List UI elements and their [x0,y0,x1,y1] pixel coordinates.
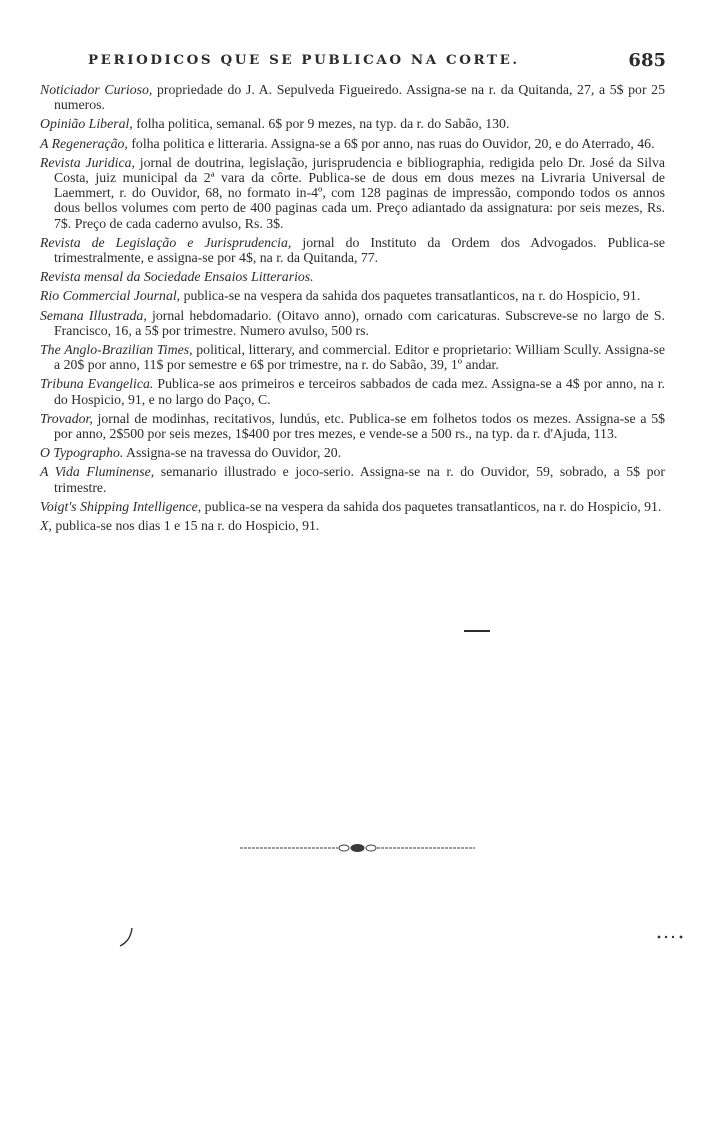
periodical-title: Rio Commercial Journal, [40,288,181,304]
list-item [40,116,665,131]
list-item [40,308,665,338]
periodical-description: folha politica, semanal. 6$ por 9 mezes, na typ. da r. do Sabão, 130. [132,116,510,132]
periodical-description: jornal hebdomadario. (Oitavo anno), ornado com caricaturas. Subscreve-se no largo de S. Francisco, 16, a 5$ por trimestre. Numero avulso, 500 rs. [54,307,665,338]
periodical-description: jornal de modinhas, recitativos, lundús, etc. Publica-se em folhetos todos os mezes. Assigna-se a 5$ por anno, 2$500 por seis mezes, 1$400 por tres mezes, e vende-se a 500 rs., na typ. da r. d'Ajuda, 113. [54,410,665,442]
page-header [88,50,666,74]
periodical-description: publica-se nos dias 1 e 15 na r. do Hospicio, 91. [51,518,320,534]
list-item [40,411,665,441]
list-item [40,288,665,303]
periodical-title: Semana Illustrada, [40,307,147,323]
periodical-title: Revista mensal da Sociedade Ensaios Litterarios. [40,269,314,285]
stray-dots-mark [656,934,686,940]
periodical-title: Revista de Legislação e Jurisprudencia, [40,234,292,250]
list-item [40,235,665,265]
list-item [40,518,665,533]
list-item [40,445,665,460]
periodical-title: The Anglo-Brazilian Times, [40,342,193,358]
ornamental-divider [240,842,475,854]
periodical-title: Trovador, [40,410,93,426]
list-item [40,269,665,284]
periodical-title: Noticiador Curioso, [40,82,153,97]
running-title: PERIODICOS QUE SE PUBLICAO NA CORTE. [88,52,520,68]
periodical-title: X, [40,518,52,534]
periodical-description: jornal de doutrina, legislação, jurisprudencia e bibliographia, redigida pelo Dr. José da Silva Costa, juiz municipal da 2ª vara da côrte. Publica-se de dous em dous mezes na Livraria Universal de Laemmert, r. do Ouvidor, 68, no formato in-4º, com 128 paginas de impressão, compondo todos os annos dous bellos volumes com perto de 400 paginas cada um. Preço adiantado da assignatura: por seis mezes, Rs. 7$. Preço de cada caderno avulso, Rs. 3$. [54,154,665,231]
periodical-description: propriedade do J. A. Sepulveda Figueiredo. Assigna-se na r. da Quitanda, 27, a 5$ por 25 numeros. [54,82,665,113]
list-item [40,82,665,112]
periodical-description: Assigna-se na travessa do Ouvidor, 20. [123,445,342,461]
stray-pen-mark [117,926,137,948]
periodical-description: jornal do Instituto da Ordem dos Advogados. Publica-se trimestralmente, e assigna-se por 4$, na r. da Quitanda, 77. [54,234,665,266]
periodical-description: semanario illustrado e joco-serio. Assigna-se na r. do Ouvidor, 59, sobrado, a 5$ por trimestre. [54,464,665,495]
end-dash [464,630,490,632]
periodical-title: Voigt's Shipping Intelligence, [40,498,202,514]
periodical-description: publica-se na vespera da sahida dos paquetes transatlanticos, na r. do Hospicio, 91. [180,288,641,304]
list-item [40,342,665,372]
list-item [40,499,665,514]
periodical-description: publica-se na vespera da sahida dos paquetes transatlanticos, na r. do Hospicio, 91. [201,498,662,514]
periodical-title: Opinião Liberal, [40,116,133,132]
periodical-title: Tribuna Evangelica. [40,376,154,392]
periodical-description: folha politica e litteraria. Assigna-se a 6$ por anno, nas ruas do Ouvidor, 20, e do Aterrado, 46. [127,135,655,151]
list-item [40,136,665,151]
list-item [40,376,665,406]
periodicals-list [40,82,665,537]
list-item [40,464,665,494]
periodical-title: O Typographo. [40,445,124,461]
page-number: 685 [628,50,666,71]
periodical-title: A Regeneração, [40,135,128,151]
list-item [40,155,665,231]
periodical-title: Revista Juridica, [40,154,135,170]
periodical-description: Publica-se aos primeiros e terceiros sabbados de cada mez. Assigna-se a 4$ por anno, na r. do Hospicio, 91, e no largo do Paço, C. [54,376,665,407]
periodical-description: political, litterary, and commercial. Editor e proprietario: William Scully. Assigna-se a 20$ por anno, 11$ por semestre e 6$ por trimestre, na r. do Sabão, 39, 1º andar. [54,342,665,373]
periodical-title: A Vida Fluminense, [40,464,155,480]
